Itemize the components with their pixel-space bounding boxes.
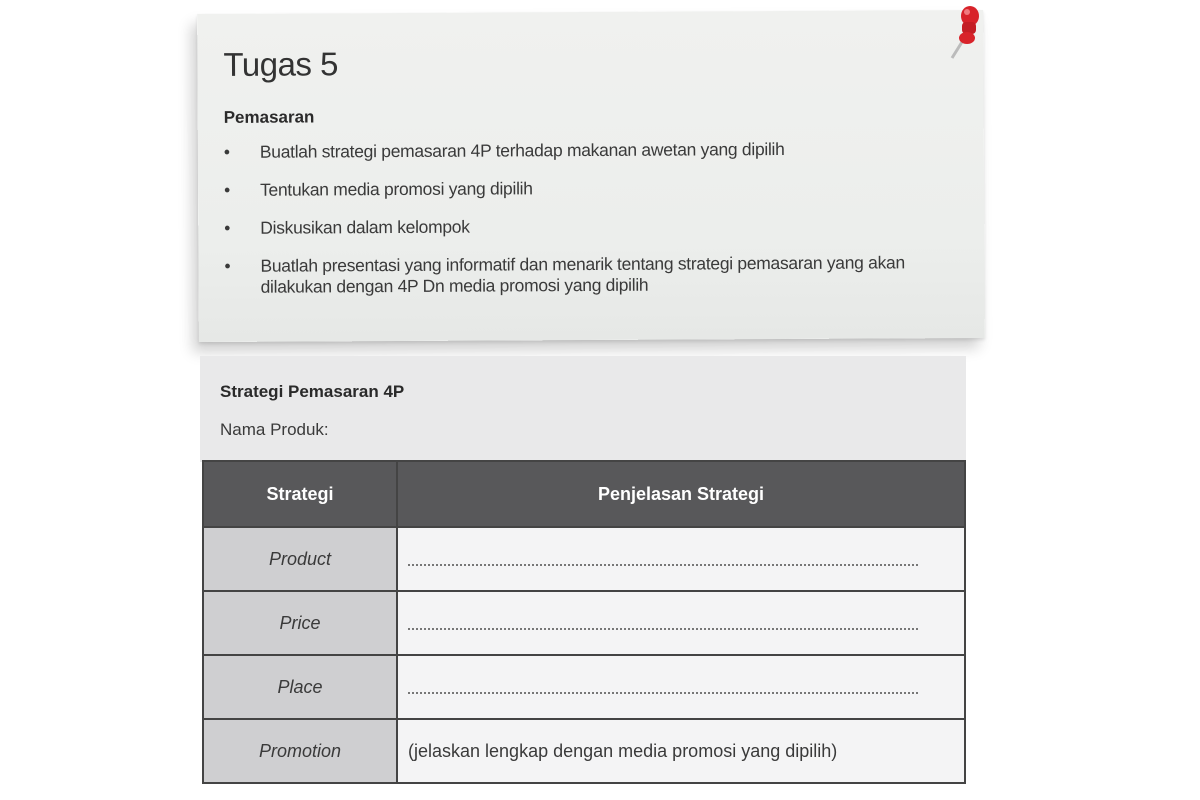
bullet-icon: •	[224, 217, 231, 238]
task-note	[197, 10, 985, 342]
panel-title: Strategi Pemasaran 4P	[220, 382, 405, 401]
strategy-cell: Place	[203, 655, 397, 719]
explanation-cell[interactable]	[397, 527, 965, 591]
table-header-row	[203, 461, 965, 527]
fill-in-line[interactable]	[408, 552, 918, 566]
column-header-strategy: Strategi	[203, 461, 397, 527]
strategy-panel	[200, 356, 966, 462]
strategy-cell: Price	[203, 591, 397, 655]
list-item: • Diskusikan dalam kelompok	[224, 216, 470, 238]
list-item: • Buatlah presentasi yang informatif dan menarik tentang strategi pemasaran yang akan dilakukan dengan 4P Dn media promosi yang dipilih	[224, 252, 905, 297]
pushpin-icon	[948, 2, 988, 62]
fill-in-line[interactable]	[408, 616, 918, 630]
table-row	[203, 527, 965, 591]
list-item: • Buatlah strategi pemasaran 4P terhadap makanan awetan yang dipilih	[223, 138, 785, 162]
bullet-icon: •	[224, 179, 230, 200]
explanation-cell: (jelaskan lengkap dengan media promosi yang dipilih)	[397, 719, 965, 783]
strategy-cell: Product	[203, 527, 397, 591]
table-row	[203, 591, 965, 655]
note-title: Tugas 5	[223, 45, 339, 83]
table-row	[203, 655, 965, 719]
explanation-cell[interactable]	[397, 591, 965, 655]
note-subtitle: Pemasaran	[223, 107, 315, 127]
bullet-icon: •	[223, 141, 230, 162]
column-header-explanation: Penjelasan Strategi	[397, 461, 965, 527]
bullet-icon: •	[224, 255, 231, 276]
explanation-cell[interactable]	[397, 655, 965, 719]
fill-in-line[interactable]	[408, 680, 918, 694]
list-item: • Tentukan media promosi yang dipilih	[224, 178, 533, 200]
table-row	[203, 719, 965, 783]
product-name-label: Nama Produk:	[220, 420, 329, 439]
strategy-cell: Promotion	[203, 719, 397, 783]
task-list	[224, 138, 965, 315]
strategy-table	[202, 460, 966, 784]
